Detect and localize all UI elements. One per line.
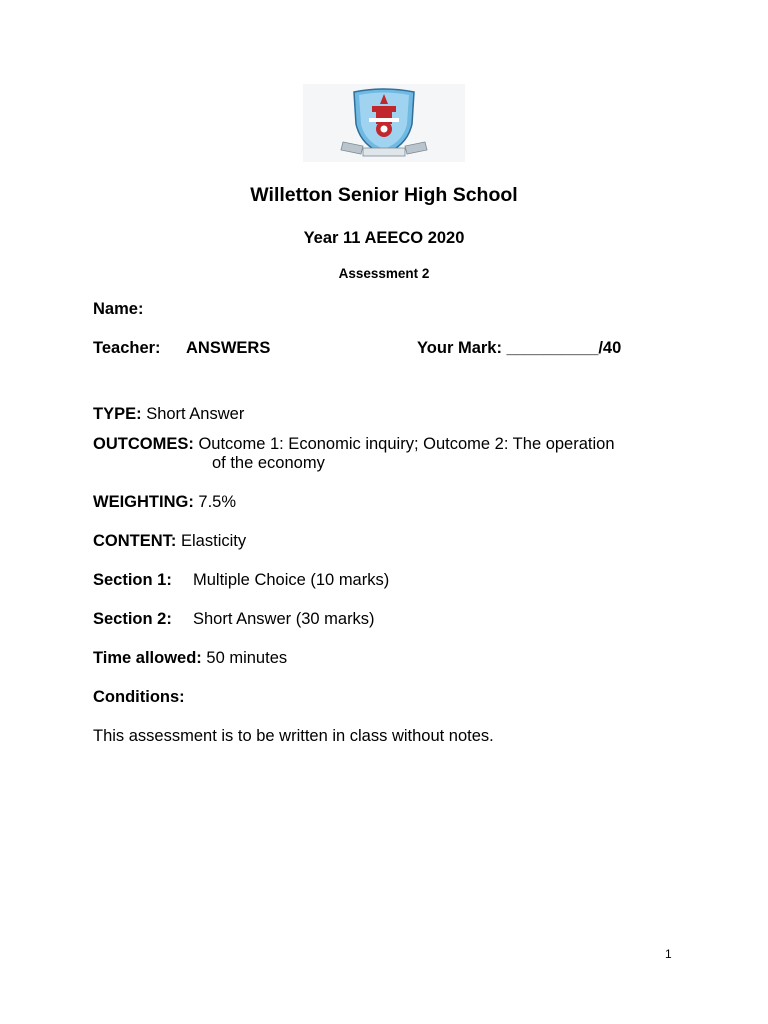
outcomes-value: Outcome 1: Economic inquiry; Outcome 2: The operation xyxy=(198,435,615,453)
conditions-label: Conditions: xyxy=(93,688,185,706)
time-label: Time allowed: xyxy=(93,649,202,667)
type-label: TYPE: xyxy=(93,405,142,423)
mark-blank: __________ xyxy=(506,339,599,357)
weighting-row xyxy=(93,493,236,512)
outcomes-value-continued: of the economy xyxy=(212,454,325,472)
section1-label: Section 1: xyxy=(93,571,172,589)
school-name: Willetton Senior High School xyxy=(250,184,518,206)
section1-value: Multiple Choice (10 marks) xyxy=(193,571,390,589)
outcomes-label: OUTCOMES: xyxy=(93,435,194,453)
assessment-title: Assessment 2 xyxy=(338,266,430,281)
content-row xyxy=(93,532,246,551)
teacher-value: ANSWERS xyxy=(186,339,271,357)
page-number: 1 xyxy=(665,947,672,961)
section2-label: Section 2: xyxy=(93,610,172,628)
mark-label: Your Mark: xyxy=(417,339,502,357)
time-value: 50 minutes xyxy=(206,649,288,667)
mark-total: /40 xyxy=(598,339,622,357)
type-row xyxy=(93,405,244,424)
conditions-text: This assessment is to be written in class without notes. xyxy=(93,727,494,745)
course-title: Year 11 AEECO 2020 xyxy=(303,229,465,247)
name-label: Name: xyxy=(93,300,144,318)
section2-value: Short Answer (30 marks) xyxy=(193,610,375,628)
weighting-value: 7.5% xyxy=(198,493,237,511)
content-value: Elasticity xyxy=(181,532,247,550)
weighting-label: WEIGHTING: xyxy=(93,493,194,511)
content-label: CONTENT: xyxy=(93,532,177,550)
type-value: Short Answer xyxy=(146,405,245,423)
mark-field xyxy=(417,339,621,358)
teacher-label: Teacher: xyxy=(93,339,161,357)
time-row xyxy=(93,649,287,668)
outcomes-row xyxy=(93,435,615,454)
school-crest-icon xyxy=(303,84,465,162)
